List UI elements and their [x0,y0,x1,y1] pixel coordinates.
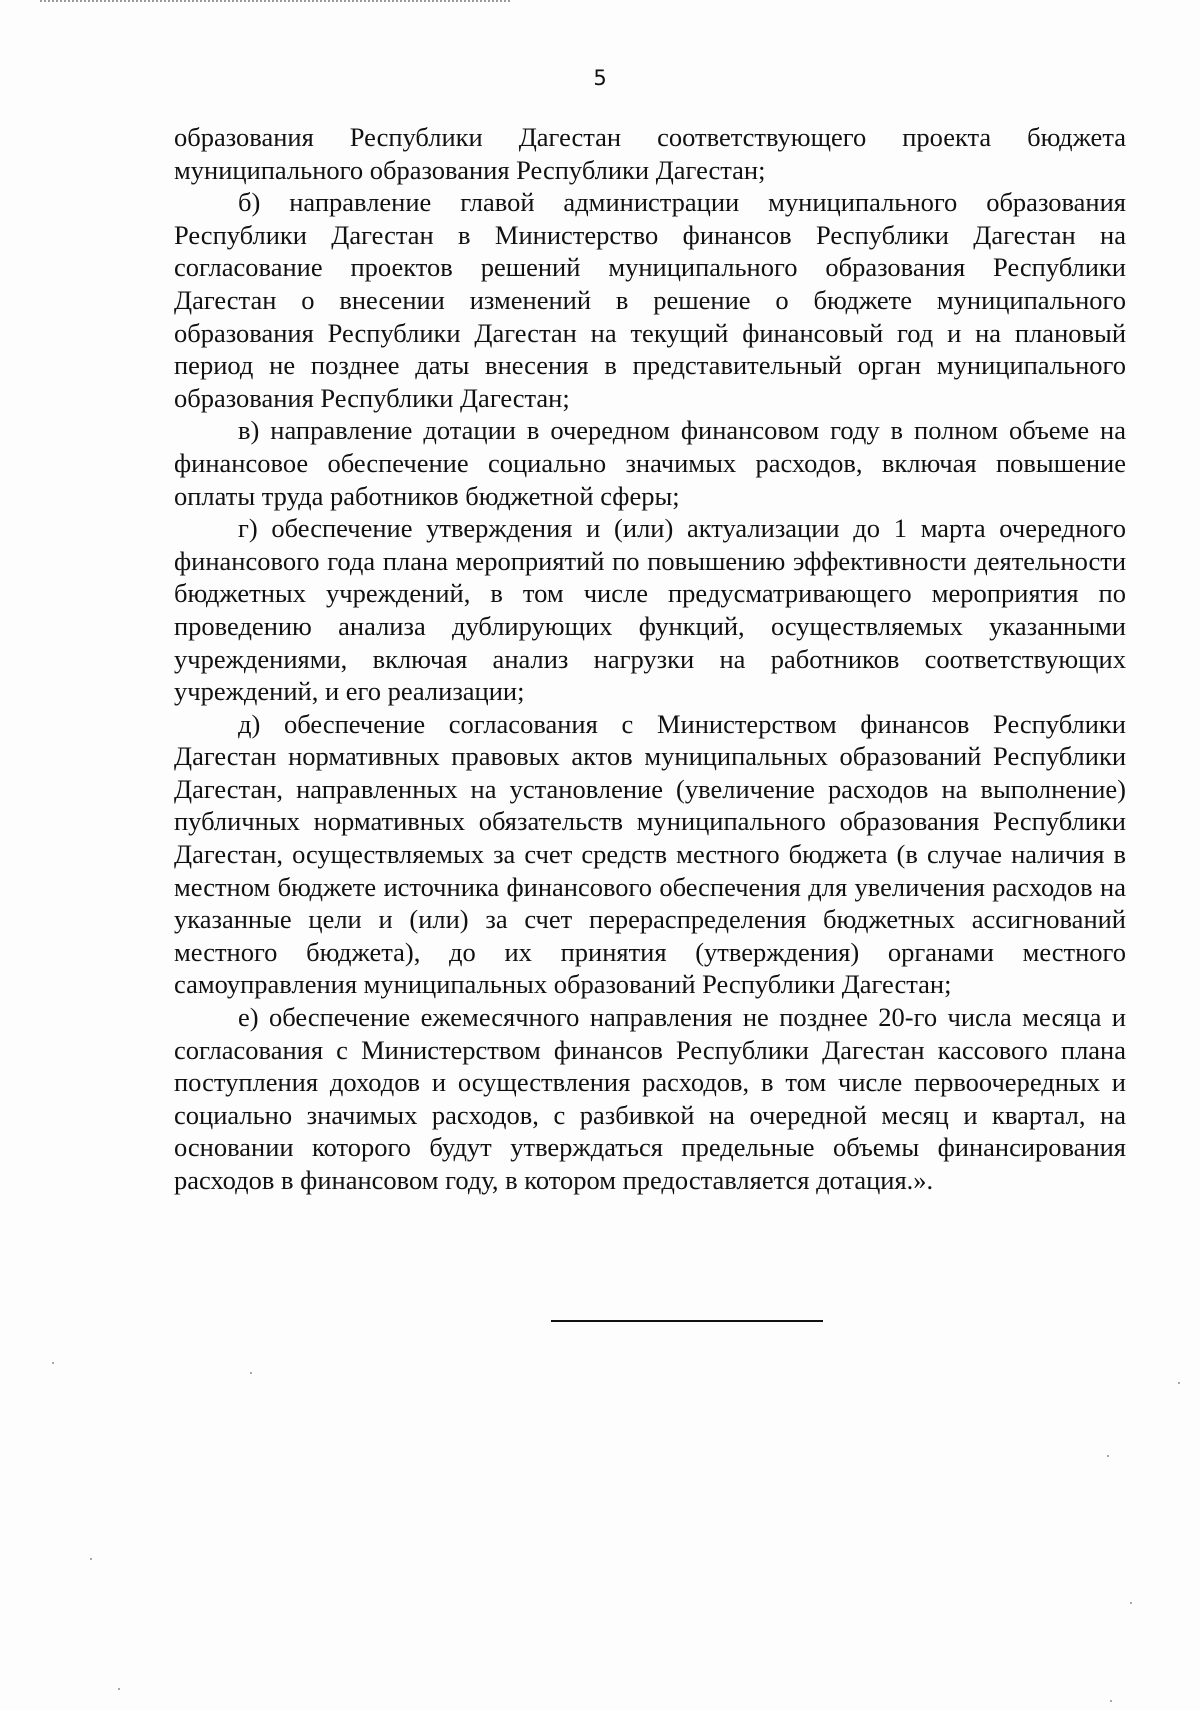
page-number: 5 [593,66,607,90]
scan-speck [1110,1700,1112,1702]
paragraph-item-b: б) направление главой администрации муниципального образования Республики Дагестан в Министерство финансов Республики Дагестан на согласование проектов решений муниципального образования Республики Дагестан о внесении изменений в решение о бюджете муниципального образования Республики Дагестан на текущий финансовый год и на плановый период не позднее даты внесения в представительный орган муниципального образования Республики Дагестан; [174,187,1126,413]
scan-speck [250,1372,252,1374]
paragraph-continuation: образования Республики Дагестан соответствующего проекта бюджета муниципального образования Республики Дагестан; [174,122,1126,185]
end-of-text-rule [551,1320,823,1322]
paragraph-item-v: в) направление дотации в очередном финансовом году в полном объеме на финансовое обеспечение социально значимых расходов, включая повышение оплаты труда работников бюджетной сферы; [174,415,1126,511]
scan-speck [90,1558,92,1560]
scan-speck [1178,1382,1180,1384]
scan-speck [118,1688,120,1690]
paragraph-item-d: д) обеспечение согласования с Министерством финансов Республики Дагестан нормативных правовых актов муниципальных образований Республики Дагестан, направленных на установление (увеличение расходов на выполнение) публичных нормативных обязательств муниципального образования Республики Дагестан, осуществляемых за счет средств местного бюджета (в случае наличия в местном бюджете источника финансового обеспечения для увеличения расходов на указанные цели и (или) за счет перераспределения бюджетных ассигнований местного бюджета), до их принятия (утверждения) органами местного самоуправления муниципальных образований Республики Дагестан; [174,708,1126,1000]
paragraph-item-g: г) обеспечение утверждения и (или) актуализации до 1 марта очередного финансового года плана мероприятий по повышению эффективности деятельности бюджетных учреждений, в том числе предусматривающего мероприятия по проведению анализа дублирующих функций, осуществляемых указанными учреждениями, включая анализ нагрузки на работников соответствующих учреждений, и его реализации; [174,513,1126,707]
scan-top-edge [40,0,510,3]
document-body [174,121,1126,1197]
scan-speck [1130,1602,1132,1604]
paragraph-item-e: е) обеспечение ежемесячного направления не позднее 20-го числа месяца и согласования с Министерством финансов Республики Дагестан кассового плана поступления доходов и осуществления расходов, в том числе первоочередных и социально значимых расходов, с разбивкой на очередной месяц и квартал, на основании которого будут утверждаться предельные объемы финансирования расходов в финансовом году, в котором предоставляется дотация.». [174,1002,1126,1195]
scan-speck [52,1362,54,1364]
scan-speck [1107,1455,1109,1457]
